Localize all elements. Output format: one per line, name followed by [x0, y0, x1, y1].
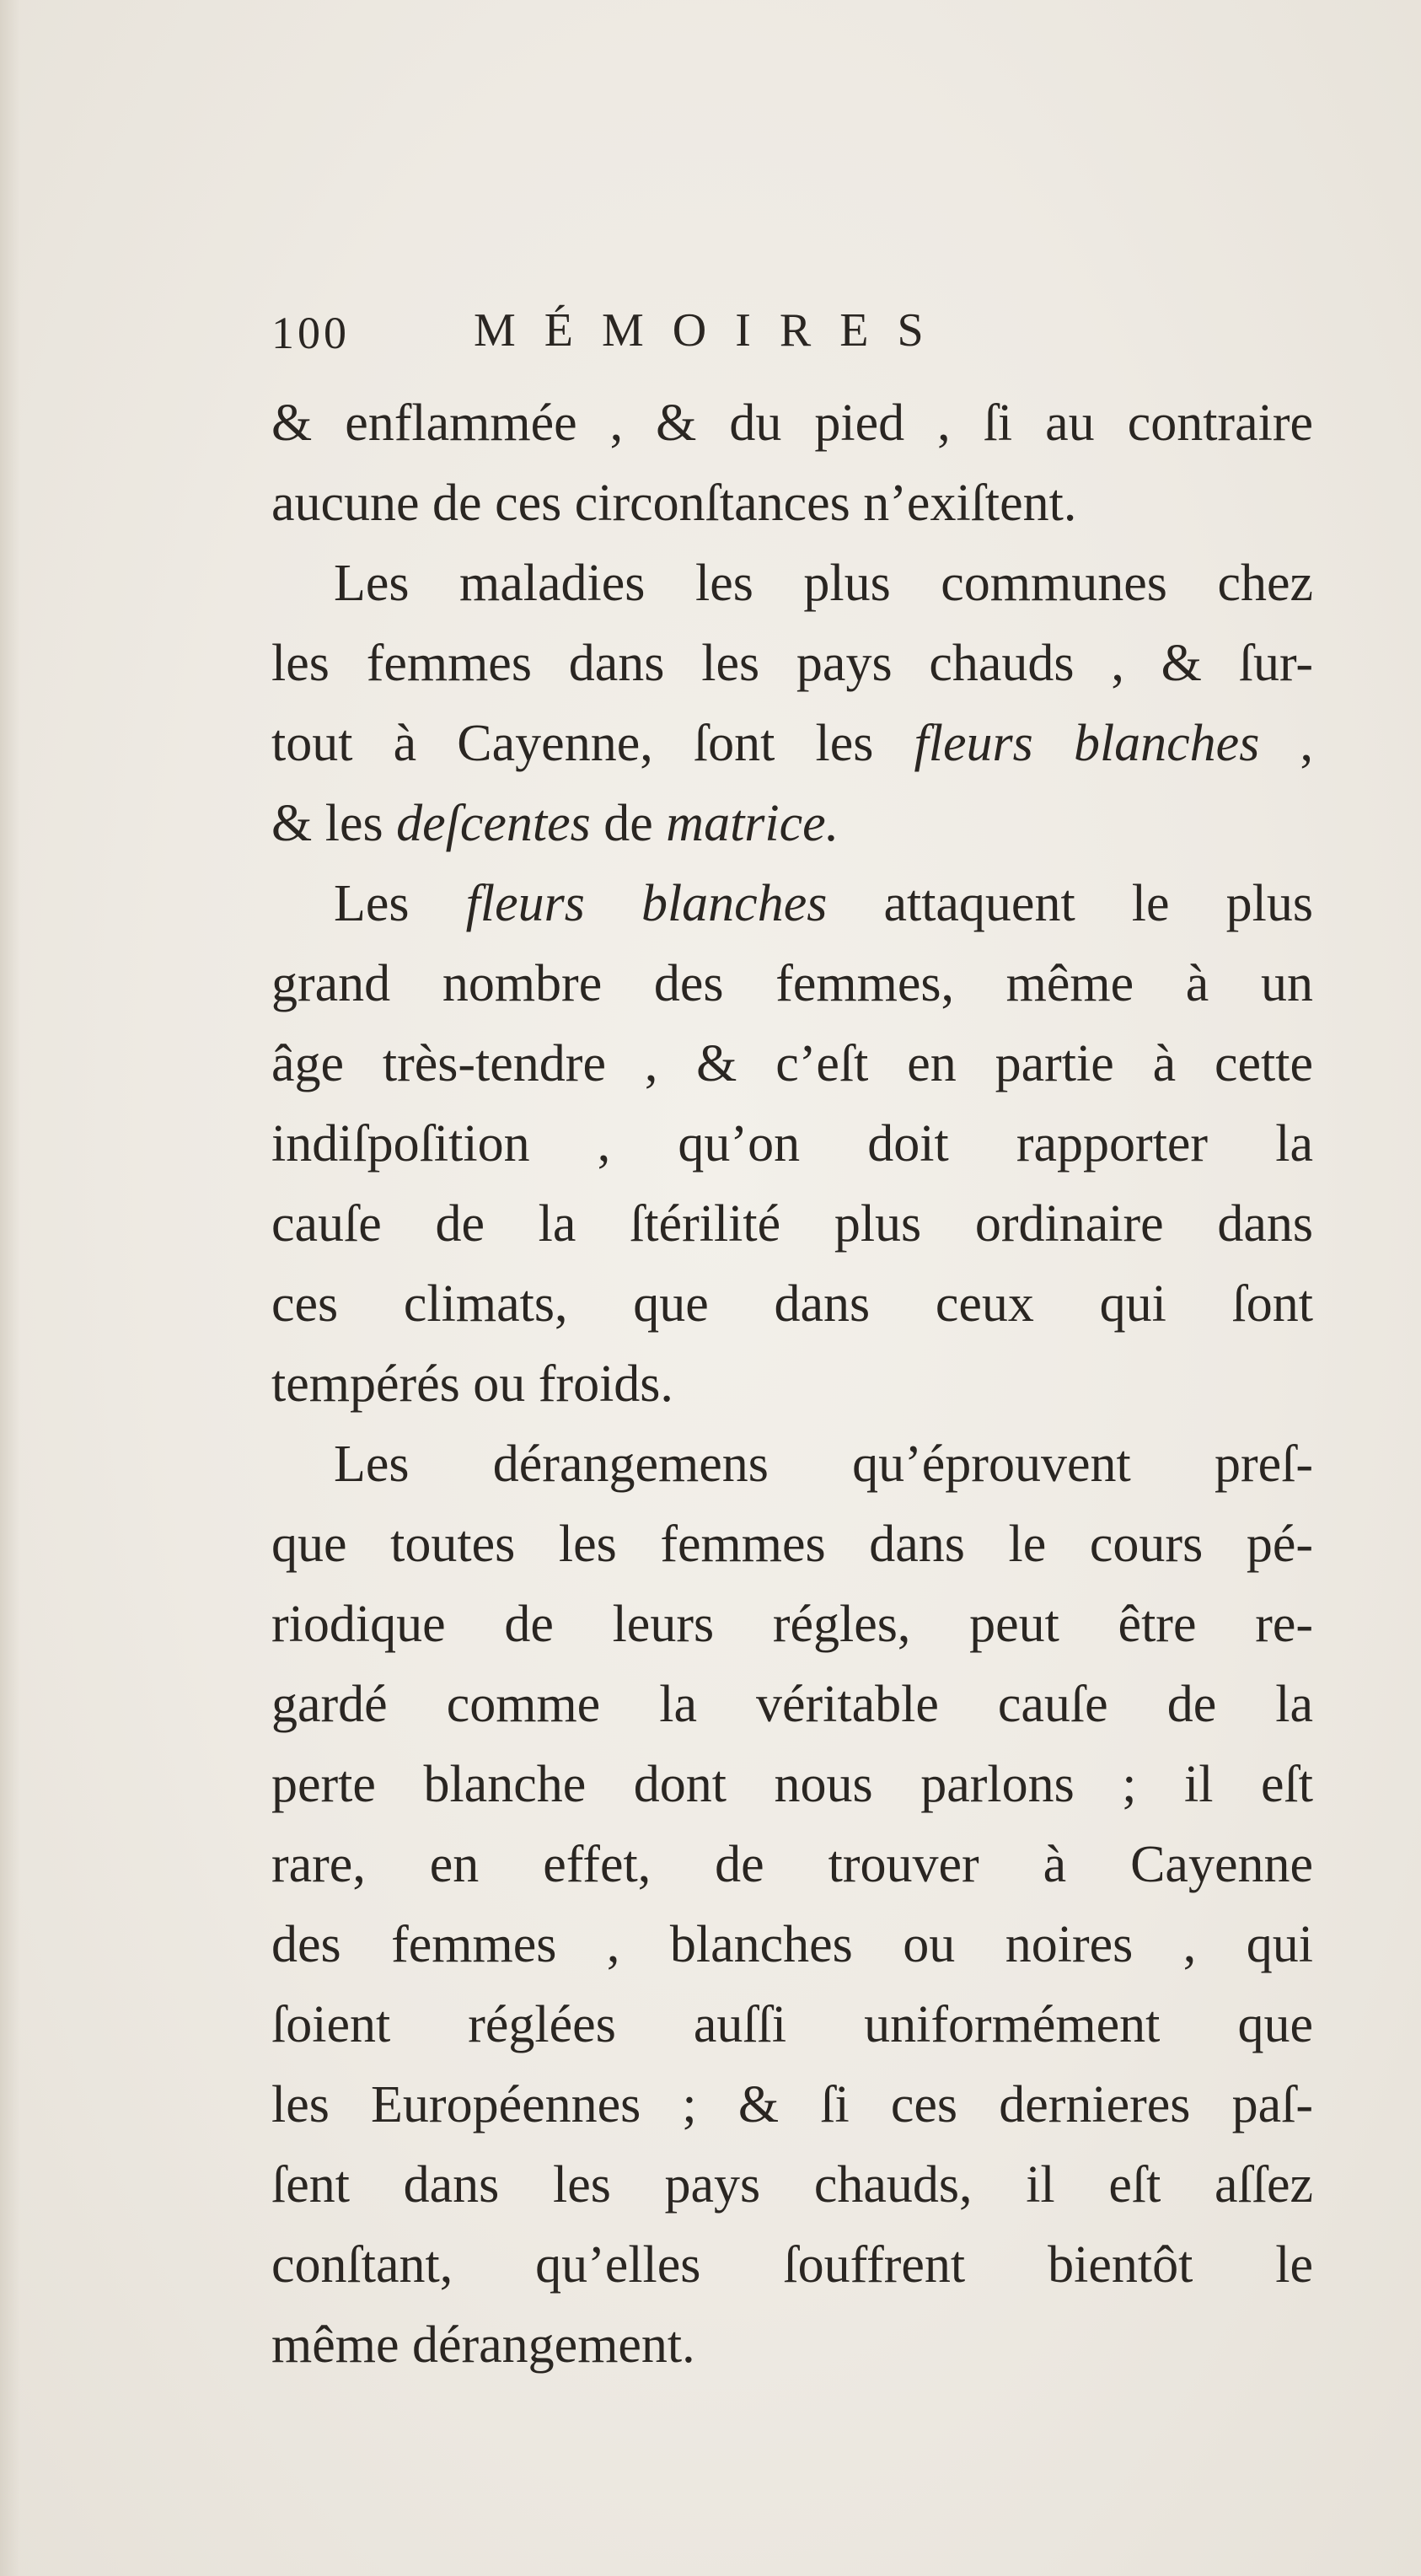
text-segment: des femmes , blanches ou noires , qui [271, 1916, 1313, 1973]
text-line [271, 1344, 1313, 1425]
text-line [271, 384, 1313, 464]
page-gutter-shadow [0, 0, 20, 2576]
text-segment: tout à Cayenne, ſont les [271, 715, 914, 772]
text-segment: & enflammée , & du pied , ſi au contraire [271, 394, 1313, 452]
text-line [271, 784, 1313, 864]
text-segment: que toutes les femmes dans le cours pé- [271, 1516, 1313, 1573]
text-line [271, 2145, 1313, 2225]
text-segment: ſoient réglées auſſi uniformément que [271, 1996, 1313, 2053]
text-segment: Les [334, 875, 466, 932]
text-line [271, 2065, 1313, 2145]
text-segment: gardé comme la véritable cauſe de la [271, 1676, 1313, 1733]
text-segment: & les [271, 795, 397, 852]
text-line [271, 1505, 1313, 1585]
text-line [271, 1184, 1313, 1264]
text-line [271, 464, 1313, 544]
italic-term: matrice. [666, 795, 839, 852]
text-line [271, 2225, 1313, 2305]
text-segment: tempérés ou froids. [271, 1355, 673, 1413]
text-segment: Les maladies les plus communes chez [334, 555, 1313, 612]
italic-term: fleurs blanches [465, 875, 828, 932]
page-number: 100 [271, 308, 350, 358]
text-segment: ſent dans les pays chauds, il eſt aſſez [271, 2156, 1313, 2214]
text-segment: Les dérangemens qu’éprouvent preſ- [334, 1436, 1313, 1493]
text-segment: de [590, 795, 667, 852]
text-segment: aucune de ces circonſtances n’exiſtent. [271, 475, 1077, 532]
page-header [271, 303, 1198, 371]
text-line [271, 1024, 1313, 1104]
text-segment: rare, en effet, de trouver à Cayenne [271, 1836, 1313, 1893]
text-segment: les Européennes ; & ſi ces dernieres paſ- [271, 2076, 1313, 2133]
italic-term: deſcentes [396, 795, 591, 852]
text-segment: grand nombre des femmes, même à un [271, 955, 1313, 1012]
text-line [271, 1425, 1313, 1505]
text-line [271, 1585, 1313, 1665]
text-line [271, 1825, 1313, 1905]
text-line [271, 1264, 1313, 1344]
text-segment: riodique de leurs régles, peut être re- [271, 1596, 1313, 1653]
text-segment: les femmes dans les pays chauds , & ſur- [271, 635, 1313, 692]
text-segment: perte blanche dont nous parlons ; il eſt [271, 1756, 1313, 1813]
text-line [271, 864, 1313, 944]
text-segment: conſtant, qu’elles ſouffrent bientôt le [271, 2236, 1313, 2294]
text-segment: ces climats, que dans ceux qui ſont [271, 1275, 1313, 1333]
running-head: MÉMOIRES [474, 304, 952, 357]
text-line [271, 1985, 1313, 2065]
text-segment: même dérangement. [271, 2316, 695, 2374]
text-line [271, 704, 1313, 784]
text-line [271, 1665, 1313, 1745]
text-line [271, 944, 1313, 1024]
text-line [271, 544, 1313, 624]
text-segment: âge très-tendre , & c’eſt en partie à cette [271, 1035, 1313, 1092]
text-line [271, 1905, 1313, 1985]
text-line [271, 2305, 1313, 2385]
body-text [271, 384, 1313, 2385]
text-line [271, 624, 1313, 704]
text-line [271, 1745, 1313, 1825]
text-segment: attaquent le plus [827, 875, 1313, 932]
italic-term: fleurs blanches [914, 715, 1260, 772]
text-segment: indiſpoſition , qu’on doit rapporter la [271, 1115, 1313, 1173]
text-segment: , [1259, 715, 1314, 772]
text-line [271, 1104, 1313, 1184]
text-segment: cauſe de la ſtérilité plus ordinaire dans [271, 1195, 1313, 1253]
